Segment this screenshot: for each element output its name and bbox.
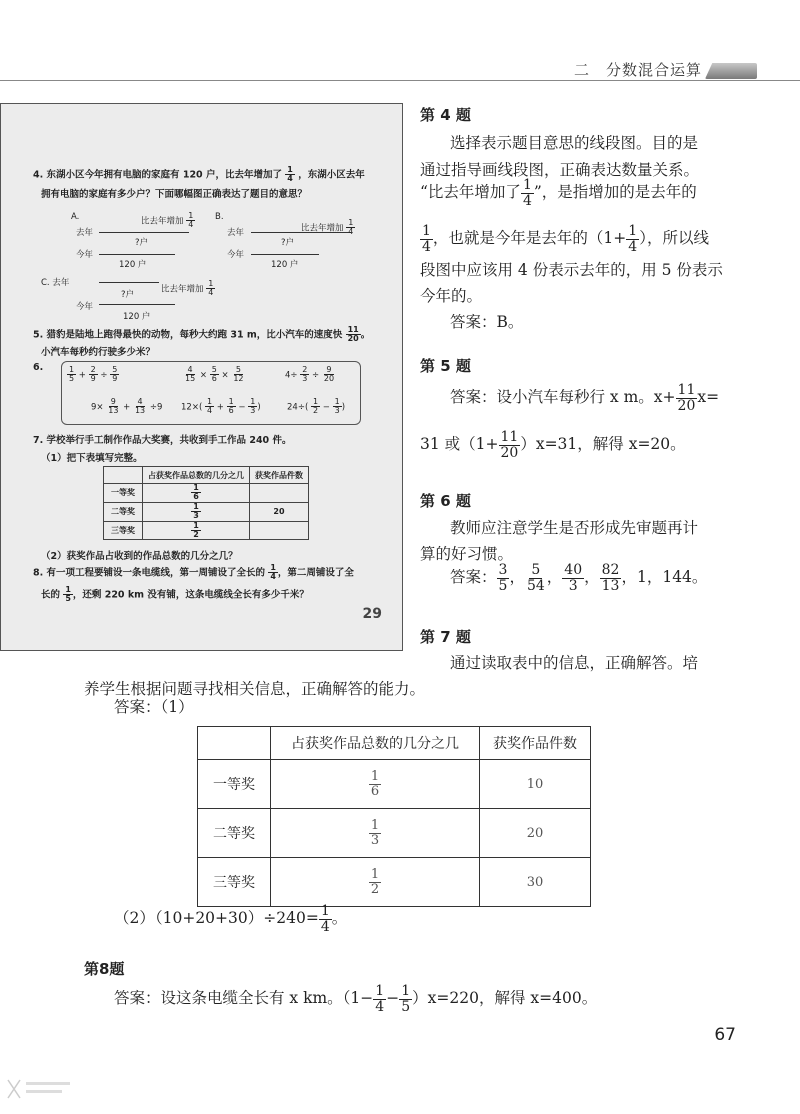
answer-cell-frac: $\frac{1}{6}$ <box>271 760 480 809</box>
q6-p1: 教师应注意学生是否形成先审题再计 <box>450 519 699 537</box>
q6-answer: 答案： $\frac{3}{5}$ ， $\frac{5}{54}$ ， $\frac{40}{3}$ ， $\frac{82}{13}$ ，1，144。 <box>450 562 708 594</box>
q6-expr-3: 4÷ $\frac{2}{3}$ ÷ $\frac{9}{20}$ <box>285 365 335 384</box>
option-b-unknown: ?户 <box>281 238 295 248</box>
q6-expr-1: $\frac{1}{5}$ + $\frac{2}{9}$ ÷ $\frac{5}{9}$ <box>69 365 118 384</box>
option-c-line-last <box>99 282 159 283</box>
option-b-last-year: 去年 <box>227 228 245 238</box>
answer-cell-count: 10 <box>480 760 591 809</box>
q7-line1: 7. 学校举行手工制作作品大奖赛，共收到手工作品 240 件。 <box>33 435 292 446</box>
option-b-label: B. <box>215 212 224 222</box>
q7-cell-count: 20 <box>250 502 309 521</box>
textbook-page-number: 29 <box>362 606 382 622</box>
answer-cell-frac: $\frac{1}{2}$ <box>271 858 480 907</box>
q8-line1: 8. 有一项工程要铺设一条电缆线，第一周铺设了全长的 $\frac{1}{4}$ ，第二周铺设了全 <box>33 563 354 582</box>
option-c-unknown: ?户 <box>121 290 135 300</box>
q4-heading: 第 4 题 <box>420 106 471 124</box>
q7-th-2: 获奖作品件数 <box>250 467 309 484</box>
option-a-label: A. <box>71 212 80 222</box>
option-c-label: C. 去年 <box>41 278 70 288</box>
q6-expr-5: 12×( $\frac{1}{4}$ + $\frac{1}{6}$ − $\frac{1}{3}$ ) <box>181 397 261 416</box>
q4-p4: $\frac{1}{4}$ ，也就是今年是去年的（1+ $\frac{1}{4}$ ），所以线 <box>422 223 709 255</box>
q4-line2: 拥有电脑的家庭有多少户？下面哪幅图正确表达了题目的意思？ <box>41 189 308 200</box>
option-a-line-last <box>99 232 189 233</box>
chapter-title: 二 分数混合运算 <box>573 61 702 79</box>
q7-line3: （2）获奖作品占收到的作品总数的几分之几？ <box>41 551 238 562</box>
q6-heading: 第 6 题 <box>420 492 471 510</box>
q7-cell-frac: $\frac{1}{2}$ <box>143 521 250 540</box>
option-c-120: 120 户 <box>123 312 151 322</box>
q7-answer-table <box>197 726 591 907</box>
answer-th-2: 获奖作品件数 <box>480 727 591 760</box>
q7-problem-table <box>103 466 309 540</box>
option-b-this-year: 今年 <box>227 250 245 260</box>
chapter-tab-decoration <box>705 63 757 79</box>
answer-cell-frac: $\frac{1}{3}$ <box>271 809 480 858</box>
q4-p1: 选择表示题目意思的线段图。目的是 <box>450 134 699 152</box>
option-c-this-year: 今年 <box>76 302 94 312</box>
q7-row-3 <box>104 521 309 540</box>
q7-cell-count <box>250 521 309 540</box>
q7-cell-frac: $\frac{1}{3}$ <box>143 502 250 521</box>
q4-line1: 4. 东湖小区今年拥有电脑的家庭有 120 户，比去年增加了 $\frac{1}{4}$ ，东湖小区去年 <box>33 165 365 184</box>
q8-line2: 长的 $\frac{1}{5}$ ，还剩 220 km 没有铺，这条电缆线全长有多少千米？ <box>41 585 309 604</box>
q7-p1: 通过读取表中的信息，正确解答。培 <box>450 654 699 672</box>
q4-p2: 通过指导画线段图，正确表达数量关系。 <box>420 161 700 179</box>
option-a-line-this <box>99 254 175 255</box>
option-c-increase: 比去年增加 $\frac{1}{4}$ <box>161 279 214 298</box>
option-a-unknown: ?户 <box>135 238 149 248</box>
q7-cell-name: 三等奖 <box>104 521 143 540</box>
q7-answer-1-label: 答案：（1） <box>114 698 194 716</box>
header-rule <box>0 80 800 81</box>
q7-heading: 第 7 题 <box>420 628 471 646</box>
q7-p2: 养学生根据问题寻找相关信息，正确解答的能力。 <box>84 680 426 698</box>
option-c-line-this <box>99 304 175 305</box>
answer-cell-count: 30 <box>480 858 591 907</box>
option-b-line-this <box>251 254 319 255</box>
answer-th-1: 占获奖作品总数的几分之几 <box>271 727 480 760</box>
q8-heading: 第8题 <box>84 960 125 978</box>
option-b-increase: 比去年增加 $\frac{1}{4}$ <box>301 218 354 237</box>
textbook-page-image <box>0 103 403 651</box>
answer-cell-name: 一等奖 <box>198 760 271 809</box>
answer-row-1 <box>198 760 591 809</box>
q5-answer-line1: 答案：设小汽车每秒行 x m。x+ $\frac{11}{20}$ x= <box>450 382 720 414</box>
answer-cell-name: 三等奖 <box>198 858 271 907</box>
q6-expr-6: 24÷( $\frac{1}{2}$ − $\frac{1}{3}$ ) <box>287 397 346 416</box>
q7-cell-frac: $\frac{1}{6}$ <box>143 484 250 503</box>
q7-cell-name: 一等奖 <box>104 484 143 503</box>
q4-p6: 今年的。 <box>420 287 483 305</box>
option-a-increase: 比去年增加 $\frac{1}{4}$ <box>141 211 194 230</box>
watermark-logo <box>6 1076 76 1102</box>
q5-line1: 5. 猎豹是陆地上跑得最快的动物，每秒大约跑 31 m，比小汽车的速度快 $\frac{11}{20}$ 。 <box>33 325 371 344</box>
q7-answer-2: （2）（10+20+30）÷240= $\frac{1}{4}$ 。 <box>114 903 348 935</box>
q5-heading: 第 5 题 <box>420 357 471 375</box>
q6-expr-4: 9× $\frac{9}{13}$ + $\frac{4}{13}$ ÷9 <box>91 397 163 416</box>
answer-row-2 <box>198 809 591 858</box>
q4-p5: 段图中应该用 4 份表示去年的，用 5 份表示 <box>420 261 723 279</box>
q7-th-0 <box>104 467 143 484</box>
q7-cell-count <box>250 484 309 503</box>
option-a-120: 120 户 <box>119 260 147 270</box>
option-a-this-year: 今年 <box>76 250 94 260</box>
q5-answer-line2: 31 或（1+ $\frac{11}{20}$ ）x=31，解得 x=20。 <box>420 429 686 461</box>
q4-answer: 答案：B。 <box>450 313 524 331</box>
option-b-120: 120 户 <box>271 260 299 270</box>
q6-label: 6. <box>33 362 44 373</box>
q7-line2: （1）把下表填写完整。 <box>41 453 143 464</box>
q6-expr-2: $\frac{4}{15}$ × $\frac{5}{6}$ × $\frac{5}{12}$ <box>185 365 244 384</box>
q6-p2: 算的好习惯。 <box>420 545 514 563</box>
answer-cell-name: 二等奖 <box>198 809 271 858</box>
option-a-last-year: 去年 <box>76 228 94 238</box>
q8-answer: 答案：设这条电缆全长有 x km。（1− $\frac{1}{4}$ − $\frac{1}{5}$ ）x=220，解得 x=400。 <box>114 983 598 1015</box>
q7-th-1: 占获奖作品总数的几分之几 <box>143 467 250 484</box>
answer-cell-count: 20 <box>480 809 591 858</box>
q7-row-2 <box>104 502 309 521</box>
answer-row-3 <box>198 858 591 907</box>
page-number: 67 <box>714 1025 736 1045</box>
answer-th-0 <box>198 727 271 760</box>
q7-cell-name: 二等奖 <box>104 502 143 521</box>
q4-p3: “比去年增加了 $\frac{1}{4}$ ”，是指增加的是去年的 <box>420 177 697 209</box>
q7-row-1 <box>104 484 309 503</box>
q5-line2: 小汽车每秒约行驶多少米？ <box>41 347 156 358</box>
